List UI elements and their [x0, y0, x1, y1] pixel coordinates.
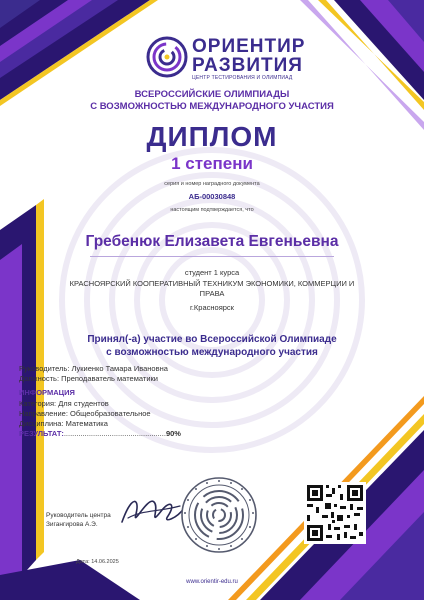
recipient-city: г.Красноярск	[190, 303, 234, 312]
recipient-status: студент 1 курса	[184, 268, 240, 277]
info-category: Категория: Для студентов	[19, 399, 109, 408]
maze-icon	[146, 36, 188, 78]
supervisor-position: Должность: Преподаватель математики	[19, 374, 158, 383]
issue-date: Дата: 14.06.2025	[76, 559, 119, 565]
info-discipline: Дисциплина: Математика	[19, 419, 108, 428]
logo-subtitle: ЦЕНТР ТЕСТИРОВАНИЯ И ОЛИМПИАД	[192, 75, 293, 81]
name-underline	[90, 256, 334, 257]
logo-title-line2: РАЗВИТИЯ	[192, 55, 303, 76]
document-number: АБ-00030848	[188, 192, 236, 201]
logo-title-line1: ОРИЕНТИР	[192, 36, 306, 57]
diploma-title: ДИПЛОМ	[146, 121, 278, 152]
olympiad-title-line1: ВСЕРОССИЙСКИЕ ОЛИМПИАДЫ	[134, 89, 290, 100]
participation-line1: Принял(-а) участие во Всероссийской Олимпиаде	[87, 334, 337, 345]
result-line	[19, 429, 181, 438]
signer-name: Зигангирова А.Э.	[46, 521, 98, 528]
result-dots: .................................................	[63, 429, 166, 438]
result-value: 90%	[165, 429, 181, 438]
supervisor-name: Руководитель: Лукиенко Тамара Ивановна	[19, 364, 168, 373]
recipient-organization-line2: ПРАВА	[199, 289, 225, 298]
info-heading: ИНФОРМАЦИЯ	[19, 388, 75, 397]
signature	[118, 488, 188, 536]
website-link[interactable]: www.orientir-edu.ru	[186, 579, 238, 585]
seal-stamp	[180, 476, 258, 554]
participation-line2: с возможностью международного участия	[106, 347, 318, 358]
result-label: РЕЗУЛЬТАТ:	[19, 429, 64, 438]
olympiad-title-line2: С ВОЗМОЖНОСТЬЮ МЕЖДУНАРОДНОГО УЧАСТИЯ	[90, 101, 334, 112]
recipient-organization-line1: КРАСНОЯРСКИЙ КООПЕРАТИВНЫЙ ТЕХНИКУМ ЭКОНОМИКИ, КОММЕРЦИИ И	[69, 279, 355, 288]
recipient-name: Гребенюк Елизавета Евгеньевна	[85, 233, 339, 250]
signer-title: Руководитель центра	[46, 512, 111, 519]
info-direction: Направление: Общеобразовательное	[19, 409, 151, 418]
diploma-degree: 1 степени	[171, 154, 253, 173]
document-number-caption: серия и номер наградного документа	[164, 181, 260, 187]
qr-code[interactable]	[304, 482, 366, 544]
confirmation-text: настоящим подтверждается, что	[170, 207, 254, 213]
